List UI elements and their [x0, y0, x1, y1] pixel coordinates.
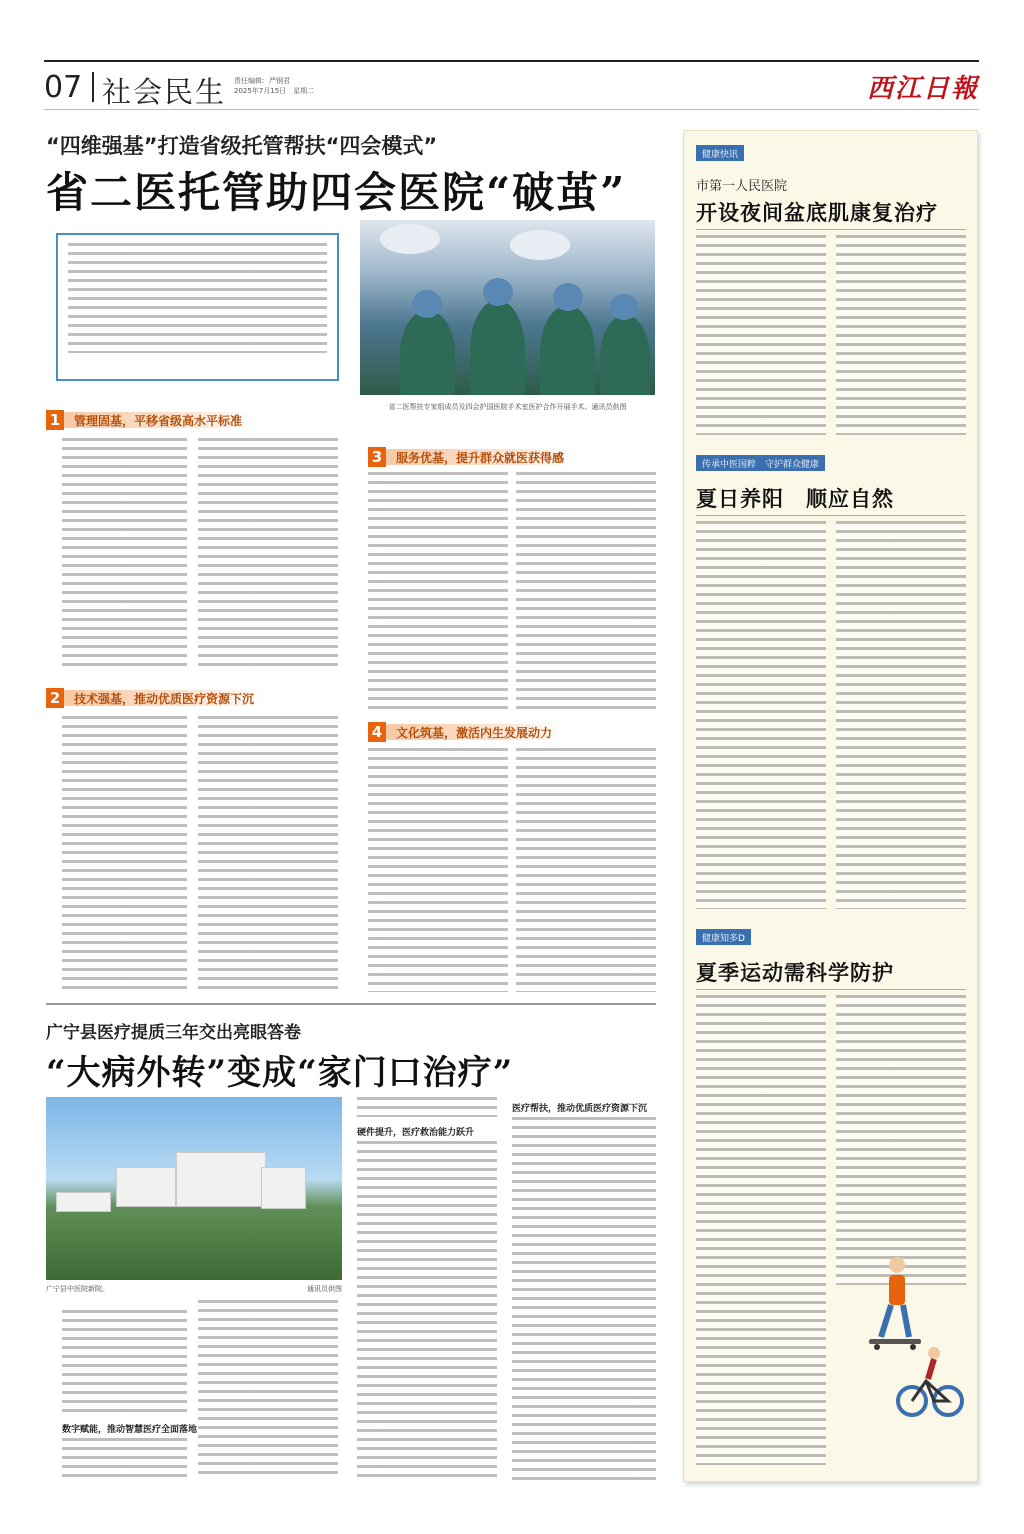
caption-right: 通讯员供图 [307, 1285, 342, 1293]
surgeon-figure [600, 315, 650, 395]
body-text-column [696, 235, 826, 435]
hospital-building [116, 1167, 176, 1207]
body-text-column [696, 521, 826, 909]
masthead [44, 60, 979, 110]
caption-left: 广宁县中医院新院。 [46, 1285, 109, 1293]
subhead-1 [46, 410, 252, 430]
body-text-column [368, 748, 508, 992]
surgeon-cap [610, 294, 638, 320]
second-subhead-2: 数字赋能，推动智慧医疗全面落地 [62, 1425, 198, 1435]
sidebar-rule [696, 989, 966, 990]
body-text-column [516, 472, 656, 712]
subhead-label: 技术强基，推动优质医疗资源下沉 [64, 690, 264, 706]
body-text-column [357, 1097, 497, 1117]
sidebar-rule [696, 515, 966, 516]
hospital-building [56, 1192, 111, 1212]
body-text-column [62, 1310, 187, 1415]
subhead-4 [368, 722, 562, 742]
section-title: 社会民生 [102, 75, 227, 109]
subhead-label: 管理固基，平移省级高水平标准 [64, 412, 252, 428]
surgical-lamp [380, 224, 440, 254]
subhead-label: 文化筑基，激活内生发展动力 [386, 724, 562, 740]
article-divider [46, 1003, 656, 1005]
surgeon-figure [540, 305, 595, 395]
second-subhead-3: 医疗帮扶，推动优质医疗资源下沉 [512, 1104, 648, 1114]
body-text-column [357, 1141, 497, 1481]
body-text-column [198, 716, 338, 992]
body-text-column [836, 521, 966, 909]
main-headline[interactable]: 省二医托管助四会医院“破茧” [46, 168, 627, 217]
edition-meta [234, 76, 314, 96]
body-text-column [696, 995, 826, 1465]
body-text-column [836, 235, 966, 435]
surgeon-cap [483, 278, 513, 306]
page-number: 07 [44, 70, 83, 105]
page-separator [92, 72, 94, 102]
subhead-label: 服务优基，提升群众就医获得感 [386, 449, 574, 465]
hospital-photo-caption [46, 1284, 342, 1294]
main-kicker: “四维强基”打造省级托管帮扶“四会模式” [46, 134, 438, 158]
body-text-column [198, 438, 338, 668]
surgeon-figure [470, 300, 525, 395]
hospital-building [261, 1167, 306, 1209]
surgeon-figure [400, 310, 455, 395]
body-text-column [62, 1438, 187, 1480]
subhead-2 [46, 688, 264, 708]
sidebar-headline-1[interactable]: 开设夜间盆底肌康复治疗 [696, 200, 938, 225]
health-sidebar [683, 130, 978, 1482]
cyclist-illustration [894, 1341, 964, 1421]
second-headline[interactable]: “大病外转”变成“家门口治疗” [46, 1053, 514, 1093]
body-text-column [836, 995, 966, 1285]
newspaper-logo: 西江日報 [866, 74, 979, 104]
sidebar-tag: 健康快讯 [696, 145, 744, 161]
date-line: 2025年7月15日 星期二 [234, 87, 315, 95]
surgeon-cap [553, 283, 583, 311]
hospital-building [176, 1152, 266, 1207]
sidebar-kicker: 市第一人民医院 [696, 179, 788, 194]
body-text-column [368, 472, 508, 712]
sidebar-rule [696, 229, 966, 230]
hospital-aerial-photo [46, 1097, 342, 1280]
subhead-number: 1 [46, 410, 64, 430]
second-kicker: 广宁县医疗提质三年交出亮眼答卷 [46, 1023, 301, 1043]
sidebar-tag: 健康知多D [696, 929, 751, 945]
sidebar-tag: 传承中医国粹 守护群众健康 [696, 455, 825, 471]
subhead-number: 4 [368, 722, 386, 742]
lead-text-block [68, 243, 327, 353]
surgery-photo-caption: 省二医帮扶专家组成员及四会护国医院手术室医护合作开展手术。通讯员供图 [388, 403, 627, 411]
editor-line: 责任编辑：严钢君 [234, 77, 290, 85]
second-subhead-1: 硬件提升，医疗救治能力跃升 [357, 1128, 475, 1138]
sidebar-headline-3[interactable]: 夏季运动需科学防护 [696, 960, 894, 985]
body-text-column [516, 748, 656, 992]
body-text-column [62, 438, 187, 668]
body-text-column [62, 716, 187, 992]
surgery-photo [360, 220, 655, 395]
lead-summary-box [56, 233, 339, 381]
subhead-3 [368, 447, 574, 467]
body-text-column [198, 1300, 338, 1480]
body-text-column [512, 1117, 656, 1481]
subhead-number: 2 [46, 688, 64, 708]
surgical-lamp [510, 230, 570, 260]
surgeon-cap [412, 290, 442, 318]
sidebar-headline-2[interactable]: 夏日养阳 顺应自然 [696, 486, 894, 511]
subhead-number: 3 [368, 447, 386, 467]
